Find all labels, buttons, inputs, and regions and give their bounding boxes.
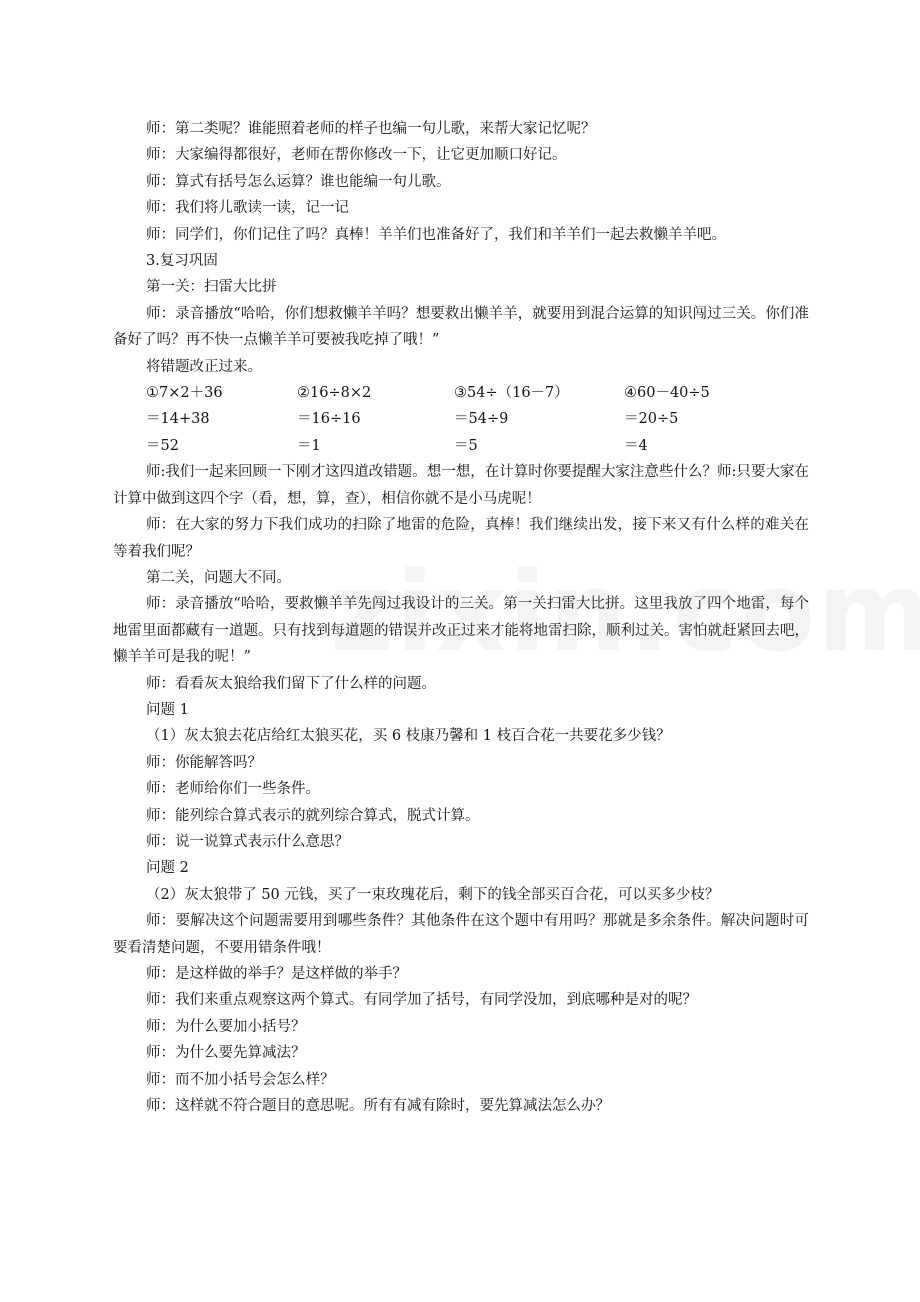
equation-cell: ＝14+38 xyxy=(146,411,210,428)
equation-cell: ＝1 xyxy=(297,437,321,454)
text-line: 师：你能解答吗？ xyxy=(146,754,262,771)
equation-cell: ＝4 xyxy=(624,437,648,454)
level-heading: 第二关，问题大不同。 xyxy=(146,569,291,586)
paragraph-recording-2: 师：录音播放“哈哈，要救懒羊羊先闯过我设计的三关。第一关扫雷大比拼。这里我放了四个地雷，每个地雷里面都藏有一道题。只有找到每道题的错误并改正过来才能将地雷扫除，顺利过关。害怕就赶紧回去吧，懒羊羊可是我的呢！” xyxy=(113,596,809,666)
text-line: （2）灰太狼带了 50 元钱，买了一束玫瑰花后，剩下的钱全部买百合花，可以买多少枝？ xyxy=(146,886,720,903)
equation-cell: ②16÷8×2 xyxy=(297,385,372,402)
equation-row xyxy=(113,433,809,459)
text-line: 师：算式有括号怎么运算？谁也能编一句儿歌。 xyxy=(146,173,451,190)
text-line: 师：老师给你们一些条件。 xyxy=(146,781,320,798)
level-heading: 第一关：扫雷大比拼 xyxy=(146,279,277,296)
equation-cell: ③54÷（16－7） xyxy=(454,385,569,402)
paragraph-recording-1: 师：录音播放“哈哈，你们想救懒羊羊吗？想要救出懒羊羊，就要用到混合运算的知识闯过三关。你们准备好了吗？再不快一点懒羊羊可要被我吃掉了哦！” xyxy=(113,305,809,349)
equation-cell: ＝20÷5 xyxy=(624,411,679,428)
text-line: 师：是这样做的举手？是这样做的举手？ xyxy=(146,966,407,982)
equation-cell: ＝52 xyxy=(146,437,179,454)
paragraph-conditions: 师：要解决这个问题需要用到哪些条件？其他条件在这个题中有用吗？那就是多余条件。解决问题时可要看清楚问题，不要用错条件哦！ xyxy=(113,913,809,956)
text-line: 师：这样就不符合题目的意思呢。所有有减有除时，要先算减法怎么办？ xyxy=(146,1098,610,1115)
text-line: 师：看看灰太狼给我们留下了什么样的问题。 xyxy=(146,675,436,692)
paragraph-review: 师:我们一起来回顾一下刚才这四道改错题。想一想，在计算时你要提醒大家注意些什么？师:只要大家在计算中做到这四个字（看，想，算，查），相信你就不是小马虎呢！ xyxy=(113,464,809,507)
problem-heading: 问题 2 xyxy=(146,860,189,877)
text-line: 师：为什么要先算减法？ xyxy=(146,1045,306,1062)
document-body xyxy=(113,116,809,1119)
text-line: 师：第二类呢？谁能照着老师的样子也编一句儿歌，来帮大家记忆呢？ xyxy=(146,121,596,137)
equation-cell: ＝16÷16 xyxy=(297,411,361,428)
paragraph-success: 师：在大家的努力下我们成功的扫除了地雷的危险，真棒！我们继续出发，接下来又有什么样的难关在等着我们呢？ xyxy=(113,517,809,560)
text-line: 师：我们来重点观察这两个算式。有同学加了括号，有同学没加，到底哪种是对的呢？ xyxy=(146,992,697,1009)
text-line: 师：为什么要加小括号？ xyxy=(146,1018,306,1035)
text-line: （1）灰太狼去花店给红太狼买花，买 6 枝康乃馨和 1 枝百合花一共要花多少钱？ xyxy=(146,728,671,745)
equation-cell: ＝54÷9 xyxy=(454,411,509,428)
text-line: 师：我们将儿歌读一读，记一记 xyxy=(146,200,349,217)
equation-row xyxy=(113,406,809,432)
text-line: 师：同学们，你们记住了吗？真棒！羊羊们也准备好了，我们和羊羊们一起去救懒羊羊吧。 xyxy=(146,226,726,243)
text-line: 将错题改正过来。 xyxy=(146,358,262,375)
text-line: 师：说一说算式表示什么意思？ xyxy=(146,833,349,850)
problem-heading: 问题 1 xyxy=(146,701,189,718)
equation-cell: ④60－40÷5 xyxy=(624,385,710,402)
text-line: 师：大家编得都很好，老师在帮你修改一下，让它更加顺口好记。 xyxy=(146,147,567,164)
equation-cell: ①7×2＋36 xyxy=(146,385,223,402)
text-line: 师：而不加小括号会怎么样？ xyxy=(146,1071,335,1088)
section-heading: 3.复习巩固 xyxy=(146,253,218,270)
equation-cell: ＝5 xyxy=(454,437,478,454)
text-line: 师：能列综合算式表示的就列综合算式，脱式计算。 xyxy=(146,807,480,824)
equation-row xyxy=(113,380,809,406)
